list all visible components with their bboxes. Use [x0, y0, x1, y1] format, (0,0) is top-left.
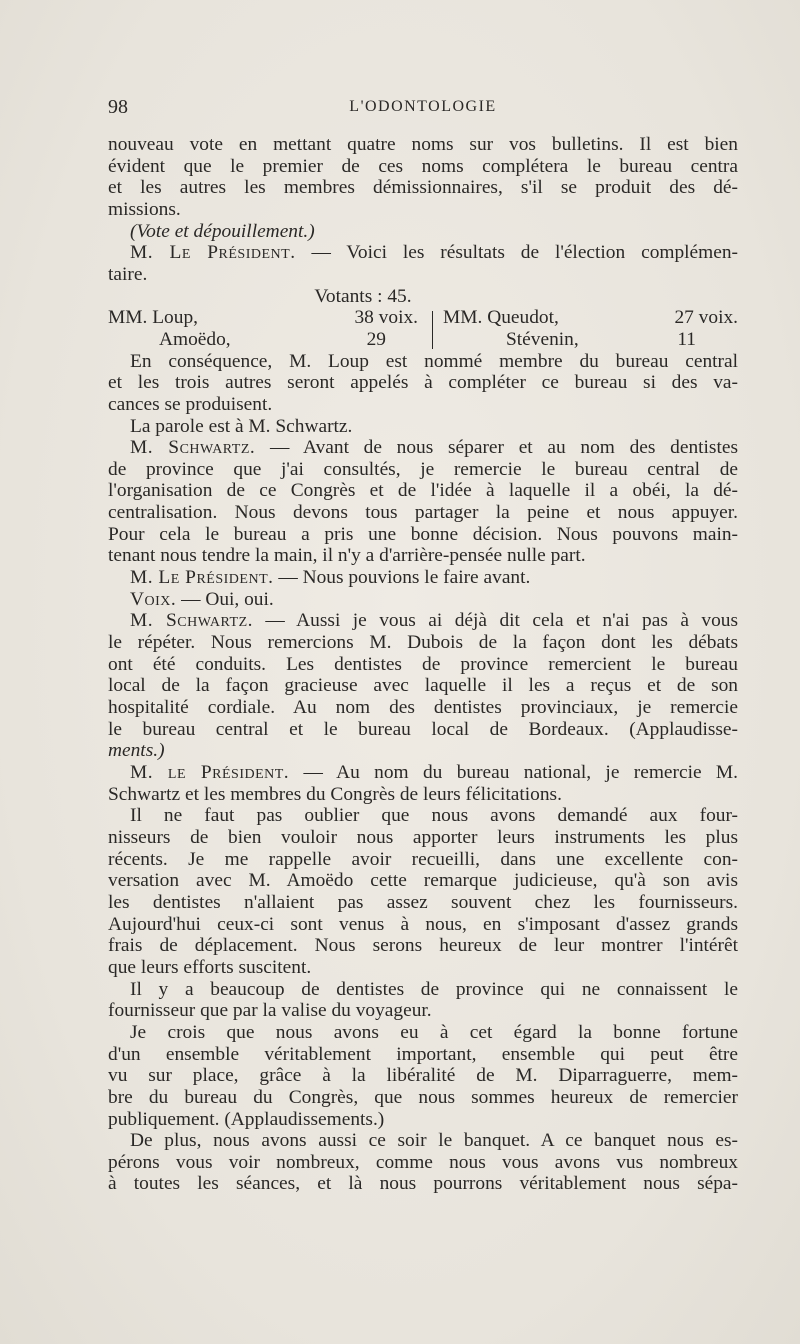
- text-line: Il ne faut pas oublier que nous avons demandé aux four-: [130, 805, 738, 827]
- page-number: 98: [108, 96, 128, 118]
- result-row: [108, 307, 432, 329]
- text-line: d'un ensemble véritablement important, ensemble qui peut être: [108, 1043, 738, 1065]
- text-line: Aujourd'hui ceux-ci sont venus à nous, en s'imposant d'assez grands: [108, 913, 738, 935]
- speaker-name: M. Schwartz.: [130, 610, 253, 632]
- text-line: et les autres les membres démissionnaires, s'il se produit des dé-: [108, 177, 738, 199]
- vote-count: 29: [366, 328, 386, 350]
- result-row: [433, 307, 738, 329]
- text-line: hospitalité cordiale. Au nom des dentistes provinciaux, je remercie: [108, 697, 738, 719]
- text-line: cances se produisent.: [108, 393, 273, 415]
- voters-count-text: Votants : 45.: [314, 285, 412, 307]
- speaker-name: Voix.: [130, 588, 177, 610]
- prefix: MM.: [108, 307, 148, 329]
- text-line: le bureau central et le bureau local de Bordeaux. (Applaudisse-: [108, 718, 738, 740]
- candidate: [108, 307, 198, 329]
- text-line: évident que le premier de ces noms complétera le bureau centra: [108, 155, 738, 177]
- text-line: nouveau vote en mettant quatre noms sur vos bulletins. Il est bien: [108, 134, 738, 155]
- running-title: L'ODONTOLOGIE: [349, 98, 497, 115]
- text-line: Il y a beaucoup de dentistes de province qui ne connaissent le: [130, 978, 738, 1000]
- text-line: De plus, nous avons aussi ce soir le banquet. A ce banquet nous es-: [130, 1130, 738, 1152]
- speech-text: — Nous pouvions le faire avant.: [273, 567, 531, 589]
- text-line: ments.): [108, 740, 165, 762]
- page-header: [108, 96, 738, 122]
- text-line: bre du bureau du Congrès, que nous sommes heureux de remercier: [108, 1086, 738, 1108]
- text-line: [108, 567, 738, 589]
- text-line: missions.: [108, 198, 181, 220]
- speaker-name: M. Schwartz.: [130, 437, 256, 459]
- speaker-name: M. Le Président.: [130, 567, 274, 589]
- text-line: [108, 610, 738, 632]
- text-line: les dentistes n'allaient pas assez souvent chez les fournisseurs.: [108, 891, 738, 913]
- candidate-name: Stévenin,: [506, 328, 579, 350]
- speech-text: — Au nom du bureau national, je remercie M.: [289, 762, 738, 783]
- speech-text: — Voici les résultats de l'élection complémen-: [295, 242, 739, 264]
- text-line: et les trois autres seront appelés à compléter ce bureau si des va-: [108, 372, 738, 394]
- text-line: [108, 762, 738, 784]
- text-line: En conséquence, M. Loup est nommé membre du bureau central: [130, 350, 738, 372]
- speaker-name: M. le Président.: [130, 762, 290, 783]
- text-line: tenant nous tendre la main, il n'y a d'arrière-pensée nulle part.: [108, 545, 586, 567]
- results-left-column: [108, 307, 432, 350]
- candidate-name: Loup,: [152, 307, 198, 329]
- speaker-name: M. Le Président.: [130, 242, 296, 264]
- stage-direction: (Vote et dépouillement.): [130, 220, 315, 242]
- result-row: [433, 329, 738, 351]
- text-line: La parole est à M. Schwartz.: [130, 415, 353, 437]
- text-line: Schwartz et les membres du Congrès de leurs félicitations.: [108, 783, 562, 805]
- text-line: [108, 242, 738, 264]
- text-line: ont été conduits. Les dentistes de province remercient le bureau: [108, 653, 738, 675]
- text-line: publiquement. (Applaudissements.): [108, 1108, 385, 1130]
- text-line: taire.: [108, 263, 148, 285]
- text-line: à toutes les séances, et là nous pourrons véritablement nous sépa-: [108, 1173, 738, 1195]
- text-line: Je crois que nous avons eu à cet égard la bonne fortune: [130, 1021, 738, 1043]
- text-line: pérons vous voir nombreux, comme nous vous avons vus nombreux: [108, 1151, 738, 1173]
- text-line: local de la façon gracieuse avec laquelle il les a reçus et de son: [108, 675, 738, 697]
- speech-text: — Aussi je vous ai déjà dit cela et n'ai pas à vous: [252, 610, 739, 632]
- result-row: [108, 329, 432, 351]
- vote-count: 27 voix.: [674, 307, 738, 329]
- text-line: [108, 437, 738, 459]
- voters-count: [108, 286, 738, 308]
- body-text: [108, 134, 738, 1195]
- text-line: le répéter. Nous remercions M. Dubois de la façon dont les débats: [108, 632, 738, 654]
- text-line: que leurs efforts suscitent.: [108, 956, 312, 978]
- text-line: Pour cela le bureau a pris une bonne décision. Nous pouvons main-: [108, 523, 738, 545]
- vote-count: 38 voix.: [354, 307, 418, 329]
- text-line: vu sur place, grâce à la libéralité de M. Diparraguerre, mem-: [108, 1065, 738, 1087]
- results-right-column: [433, 307, 738, 350]
- vote-count: 11: [677, 328, 696, 350]
- text-line: centralisation. Nous devons tous partager la peine et nous appuyer.: [108, 502, 738, 524]
- text-line: fournisseur que par la valise du voyageur.: [108, 1000, 432, 1022]
- text-line: versation avec M. Amoëdo cette remarque judicieuse, qu'à son avis: [108, 870, 738, 892]
- text-line: [108, 589, 738, 611]
- text-line: de province que j'ai consultés, je remercie le bureau central de: [108, 458, 738, 480]
- candidate-name: Amoëdo,: [159, 328, 231, 350]
- speech-text: — Avant de nous séparer et au nom des dentistes: [255, 437, 739, 459]
- text-line: récents. Je me rappelle avoir recueilli, dans une excellente con-: [108, 848, 738, 870]
- text-line: nisseurs de bien vouloir nous apporter leurs instruments les plus: [108, 826, 738, 848]
- candidate: [443, 307, 559, 329]
- candidate-name: Queudot,: [487, 307, 559, 329]
- speech-text: — Oui, oui.: [176, 588, 274, 610]
- election-results: [108, 307, 738, 350]
- text-line: frais de déplacement. Nous serons heureux de leur montrer l'intérêt: [108, 935, 738, 957]
- text-line: l'organisation de ce Congrès et de l'idée à laquelle il a obéi, la dé-: [108, 480, 738, 502]
- prefix: MM.: [443, 307, 483, 329]
